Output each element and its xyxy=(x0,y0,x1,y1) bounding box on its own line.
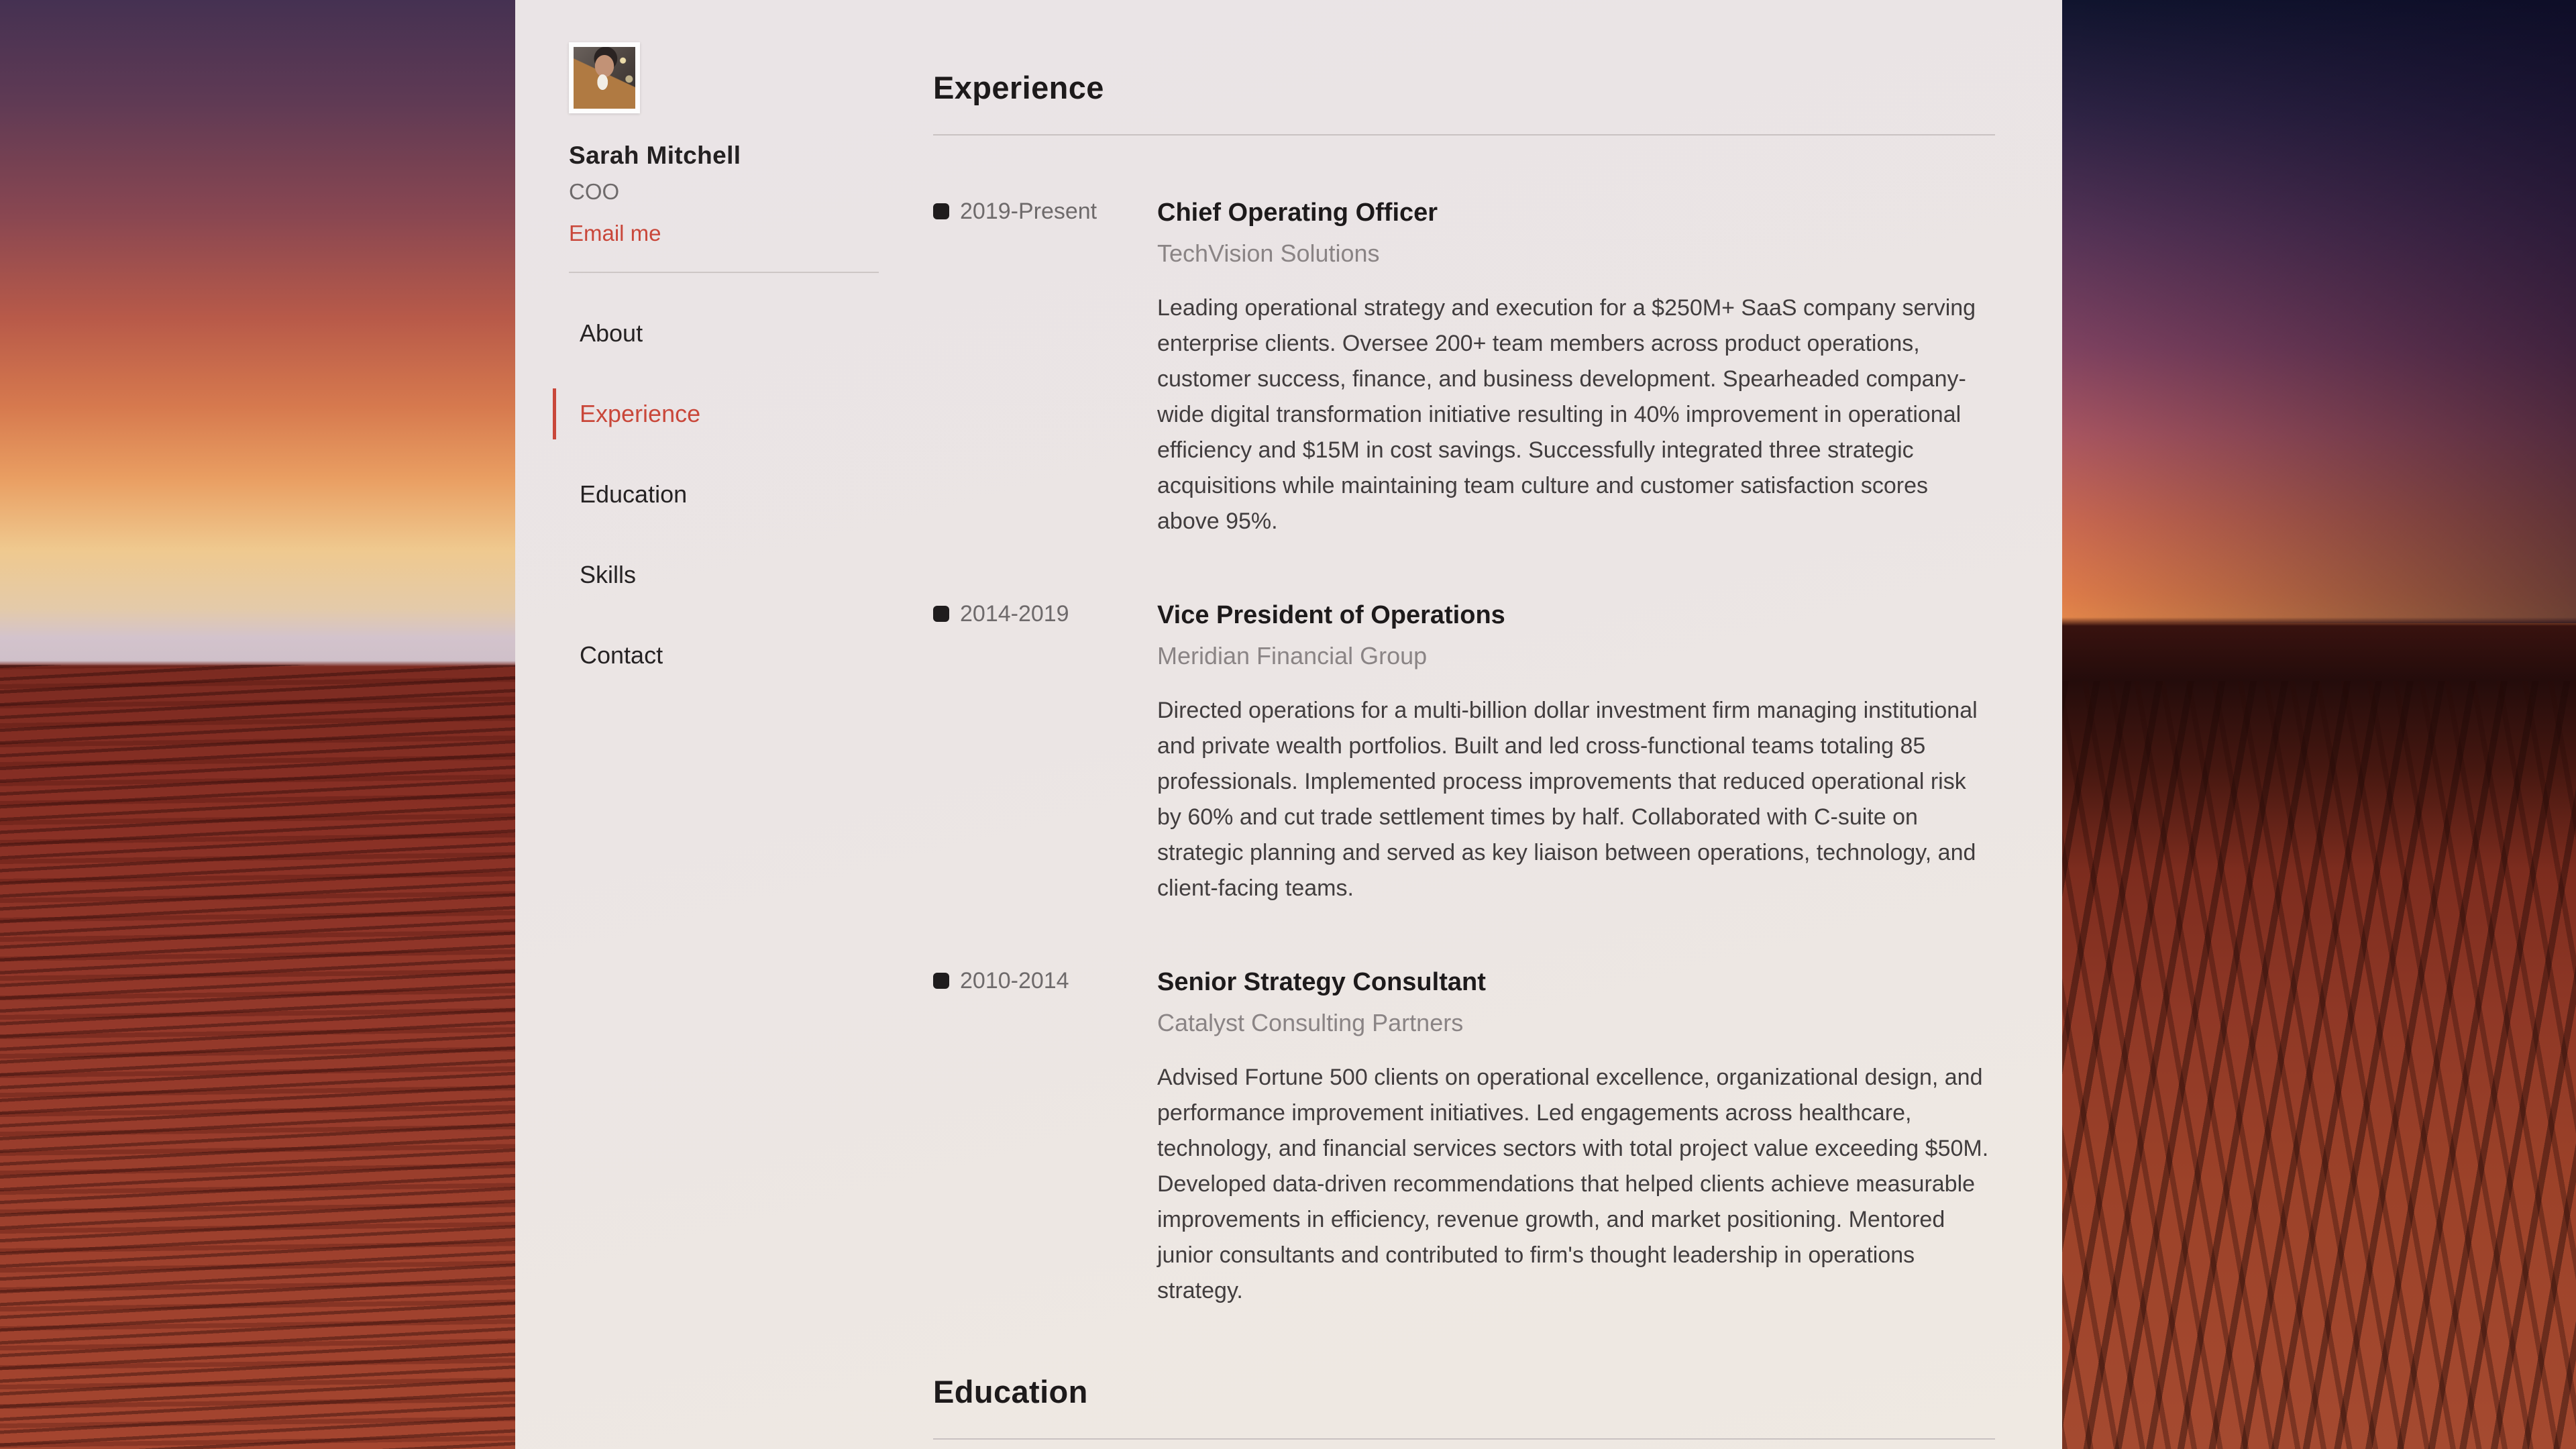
profile-role: COO xyxy=(569,179,620,204)
experience-entry xyxy=(933,199,1995,539)
profile-name: Sarah Mitchell xyxy=(569,142,741,169)
entry-title: Chief Operating Officer xyxy=(1157,199,1438,227)
sidebar-item-education[interactable]: Education xyxy=(580,480,688,508)
experience-section xyxy=(933,69,1995,1309)
entry-period: 2010-2014 xyxy=(960,968,1069,994)
timeline-marker-icon xyxy=(933,973,949,989)
desert-background-left xyxy=(0,0,517,1449)
sidebar xyxy=(515,0,933,1449)
resume-panel xyxy=(515,0,2062,1449)
experience-entry xyxy=(933,968,1995,1309)
desert-background-right xyxy=(2062,0,2576,1449)
entry-company: TechVision Solutions xyxy=(1157,239,1380,267)
sidebar-item-skills[interactable]: Skills xyxy=(580,561,637,588)
entry-description: Directed operations for a multi-billion dollar investment firm managing institutional and private wealth portfolios. Built and led cross-functional teams totaling 85 professionals. Implemented process improvements that reduced operational risk by 60% and cut trade settlement times by half. Collaborated with C-suite on strategic planning and served as key liaison between operations, technology, and client-facing teams. xyxy=(1157,698,1978,901)
entry-description: Leading operational strategy and execution for a $250M+ SaaS company serving enterprise clients. Oversee 200+ team members across product operations, customer success, finance, and business development. Spearheaded company-wide digital transformation initiative resulting in 40% improvement in operational efficiency and $15M in cost savings. Successfully integrated three strategic acquisitions while maintaining team culture and customer satisfaction scores above 95%. xyxy=(1157,295,1976,534)
entry-title: Senior Strategy Consultant xyxy=(1157,968,1486,996)
entry-company: Meridian Financial Group xyxy=(1157,642,1428,669)
divider xyxy=(933,1438,1995,1440)
main-content xyxy=(933,0,2062,1449)
entry-title: Vice President of Operations xyxy=(1157,601,1505,629)
entry-period: 2014-2019 xyxy=(960,601,1069,627)
profile-photo xyxy=(569,42,640,113)
experience-entry xyxy=(933,601,1995,906)
timeline-marker-icon xyxy=(933,203,949,219)
divider xyxy=(933,134,1995,136)
sidebar-divider xyxy=(569,272,879,273)
sidebar-nav xyxy=(553,293,933,696)
entry-period: 2019-Present xyxy=(960,199,1097,224)
email-link[interactable]: Email me xyxy=(569,221,661,246)
section-heading-experience: Experience xyxy=(933,70,1104,105)
timeline-marker-icon xyxy=(933,606,949,622)
sidebar-item-about[interactable]: About xyxy=(580,319,643,347)
entry-company: Catalyst Consulting Partners xyxy=(1157,1009,1464,1036)
entry-description: Advised Fortune 500 clients on operational excellence, organizational design, and performance improvement initiatives. Led engagements across healthcare, technology, and financial services sectors with total project value exceeding $50M. Developed data-driven recommendations that helped clients achieve measurable improvements in efficiency, revenue growth, and market positioning. Mentored junior consultants and contributed to firm's thought leadership in operations strategy. xyxy=(1157,1065,1989,1303)
section-heading-education: Education xyxy=(933,1374,1088,1409)
sidebar-item-contact[interactable]: Contact xyxy=(580,641,663,669)
sidebar-item-experience[interactable]: Experience xyxy=(553,374,933,454)
experience-entries xyxy=(933,199,1995,1309)
education-section xyxy=(933,1373,1995,1440)
